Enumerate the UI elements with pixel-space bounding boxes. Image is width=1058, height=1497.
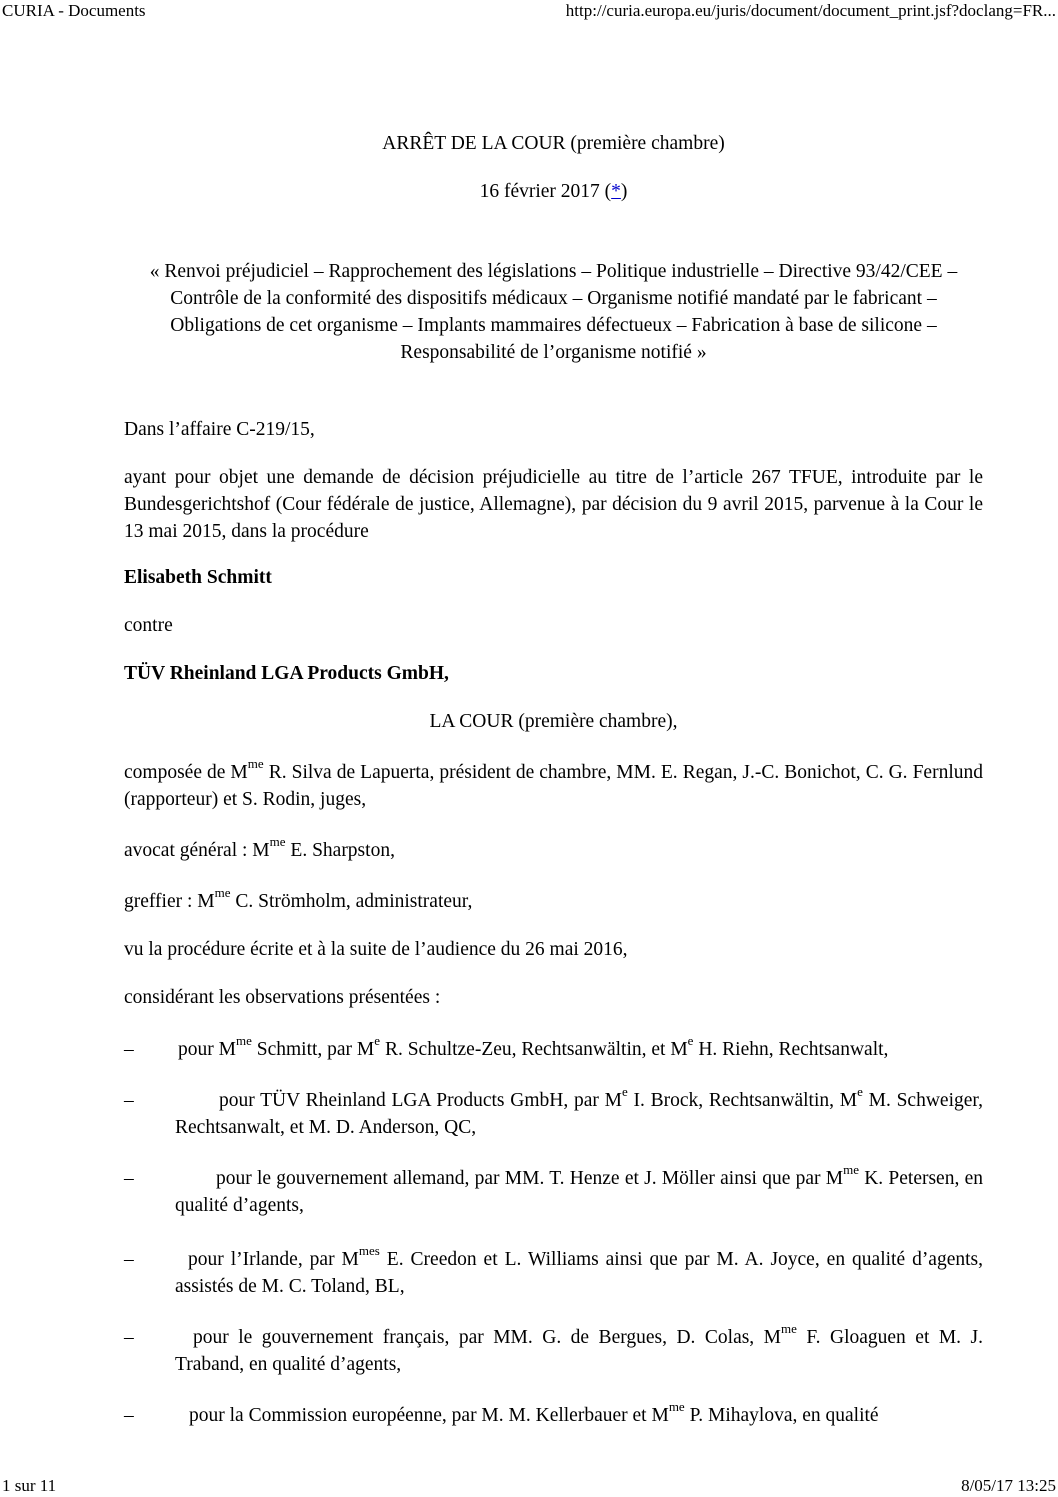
court-composition [124, 755, 983, 813]
browser-page-title: CURIA - Documents [2, 1, 146, 20]
title-superscript: e [374, 1032, 381, 1048]
text: E. Creedon et L. Williams ainsi que par M. A. Joyce, en qualité d’agents, assistés de M. C. Toland, BL, [175, 1249, 984, 1297]
dash-bullet: – [124, 1090, 134, 1111]
title-superscript: e [621, 1083, 628, 1099]
text: C. Strömholm, administrateur, [230, 891, 473, 912]
text: R. Silva de Lapuerta, président de chambre, MM. E. Regan, J.-C. Bonichot, C. G. Fernlund (rapporteur) et S. Rodin, juges, [124, 762, 983, 810]
text: pour l’Irlande, par M [188, 1249, 359, 1270]
title-superscript: me [668, 1398, 685, 1414]
registrar [124, 884, 983, 915]
date-text: 16 février 2017 ( [479, 181, 612, 202]
title-superscript: e [687, 1032, 694, 1048]
judgment-date [124, 178, 983, 205]
procedure-text: vu la procédure écrite et à la suite de l’audience du 26 mai 2016, [124, 939, 628, 960]
title-superscript: mes [358, 1242, 380, 1258]
keywords-summary: « Renvoi préjudiciel – Rapprochement des législations – Politique industrielle – Directive 93/42/CEE – Contrôle de la conformité des dispositifs médicaux – Organisme notifié mandaté par le fabricant – Obligations de cet organisme – Implants mammaires défectueux – Fabrication à base de silicone – Responsabilité de l’organisme notifié » [149, 261, 958, 363]
party-applicant: Elisabeth Schmitt [124, 567, 272, 588]
text: pour TÜV Rheinland LGA Products GmbH, par M [219, 1090, 622, 1111]
date-text-end: ) [620, 181, 628, 202]
title-superscript: me [781, 1320, 797, 1336]
text: R. Schultze-Zeu, Rechtsanwältin, et M [380, 1039, 688, 1060]
print-timestamp: 8/05/17 13:25 [961, 1476, 1056, 1495]
dash-bullet: – [124, 1405, 134, 1426]
text: E. Sharpston, [285, 840, 395, 861]
text: P. Mihaylova, en qualité [684, 1405, 879, 1426]
list-item [124, 1083, 983, 1141]
page-counter: 1 sur 11 [2, 1476, 57, 1495]
case-object: ayant pour objet une demande de décision préjudicielle au titre de l’article 267 TFUE, introduite par le Bundesgerichtshof (Cour fédérale de justice, Allemagne), par décision du 9 avril 2015, parvenue à la Cour le 13 mai 2015, dans la procédure [124, 467, 983, 542]
title-superscript: me [843, 1161, 859, 1177]
text: K. Petersen, en qualité d’agents, [175, 1168, 983, 1216]
observations-intro: considérant les observations présentées : [124, 987, 441, 1008]
case-number: Dans l’affaire C-219/15, [124, 419, 315, 440]
text: pour le gouvernement français, par MM. G. de Bergues, D. Colas, M [193, 1327, 781, 1348]
list-item [124, 1242, 984, 1300]
versus-label: contre [124, 615, 173, 636]
text: Schmitt, par M [251, 1039, 375, 1060]
dash-bullet: – [124, 1249, 134, 1270]
text: avocat général : M [124, 840, 270, 861]
text: pour la Commission européenne, par M. M. Kellerbauer et M [189, 1405, 669, 1426]
party-defendant: TÜV Rheinland LGA Products GmbH, [124, 663, 449, 684]
list-item [124, 1161, 983, 1219]
title-superscript: me [235, 1032, 252, 1048]
advocate-general [124, 833, 983, 864]
dash-bullet: – [124, 1039, 134, 1060]
text: F. Gloaguen et M. J. Traband, en qualité d’agents, [175, 1327, 983, 1375]
footnote-link[interactable]: * [611, 181, 621, 202]
title-superscript: me [214, 884, 231, 900]
court-heading: LA COUR (première chambre), [429, 711, 678, 732]
text: greffier : M [124, 891, 215, 912]
text: composée de M [124, 762, 248, 783]
list-item [124, 1032, 983, 1063]
text: pour M [178, 1039, 236, 1060]
text: I. Brock, Rechtsanwältin, M [627, 1090, 858, 1111]
list-item [124, 1320, 983, 1378]
text: pour le gouvernement allemand, par MM. T. Henze et J. Möller ainsi que par M [216, 1168, 844, 1189]
title-superscript: e [857, 1083, 863, 1099]
title-superscript: me [247, 755, 264, 771]
list-item [124, 1398, 983, 1429]
dash-bullet: – [124, 1168, 134, 1189]
title-superscript: me [269, 833, 286, 849]
dash-bullet: – [124, 1327, 134, 1348]
text: M. Schweiger, Rechtsanwalt, et M. D. Anderson, QC, [175, 1090, 983, 1138]
page-url: http://curia.europa.eu/juris/document/document_print.jsf?doclang=FR... [565, 1, 1056, 20]
judgment-title: ARRÊT DE LA COUR (première chambre) [382, 133, 725, 154]
text: H. Riehn, Rechtsanwalt, [693, 1039, 889, 1060]
